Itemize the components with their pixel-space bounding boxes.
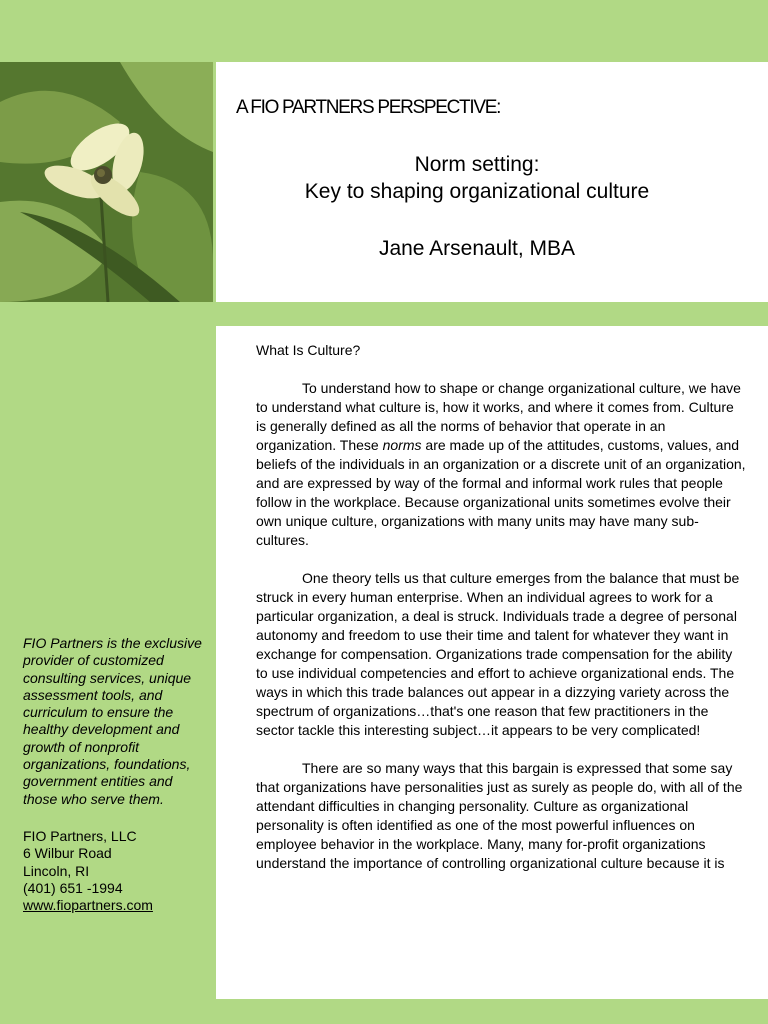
- phone-number: (401) 651 -1994: [23, 879, 123, 896]
- document-title-line1: Norm setting:: [414, 153, 540, 176]
- section-heading: What Is Culture?: [256, 342, 361, 358]
- eyebrow-title: A FIO PARTNERS PERSPECTIVE:: [236, 97, 501, 118]
- flower-illustration: [0, 62, 213, 302]
- website-link[interactable]: www.fiopartners.com: [23, 897, 153, 914]
- company-tagline: FIO Partners is the exclusive provider of customized consulting services, unique assessment tools, and curriculum to ensure the healthy development and growth of nonprofit organizations, foundations, government entities and those who serve them.: [23, 635, 202, 807]
- paragraph-1: [256, 379, 746, 550]
- author-name: Jane Arsenault, MBA: [378, 237, 576, 260]
- article-panel: [216, 326, 768, 999]
- city-state: Lincoln, RI: [23, 862, 90, 879]
- contact-block: [23, 828, 203, 914]
- dogwood-flower-photo: [0, 62, 213, 302]
- document-title-line2: Key to shaping organizational culture: [304, 180, 650, 203]
- paragraph-1-part-b: are made up of the attitudes, customs, values, and beliefs of the individuals in an organization or a discrete unit of an organization, and are expressed by way of the formal and informal work rules that people follow in the workplace. Because organizational units sometimes evolve their own unique culture, organizations with many units may have many sub-cultures.: [256, 437, 746, 548]
- paragraph-3: There are so many ways that this bargain is expressed that some say that organizations have personalities just as surely as people do, with all of the attendant difficulties in changing personality. Culture as organizational personality is often identified as one of the most powerful influences on employee behavior in the workplace. Many, many for-profit organizations understand the importance of controlling organizational culture because it is: [256, 760, 743, 871]
- sidebar: [23, 635, 203, 914]
- header-panel: [216, 62, 768, 302]
- article-body: [256, 341, 746, 892]
- paragraph-2: One theory tells us that culture emerges from the balance that must be struck in every human enterprise. When an individual agrees to work for a particular organization, a deal is struck. Individuals trade a degree of personal autonomy and freedom to use their time and talent for whatever they want in exchange for compensation. Organizations trade compensation for the ability to use individual competencies and effort to achieve organizational ends. The ways in which this trade balances out appear in a dizzying variety across the spectrum of organizations…that's one reason that few practitioners in the sector tackle this interesting subject…it appears to be very complicated!: [256, 570, 740, 738]
- norms-emphasis: norms: [382, 437, 422, 453]
- street-address: 6 Wilbur Road: [23, 845, 112, 862]
- company-name: FIO Partners, LLC: [23, 827, 137, 844]
- paragraph-1-part-a: To understand how to shape or change organizational culture, we have to understand what culture is, how it works, and where it comes from. Culture is generally defined as all the norms of behavior that operate in an organization. These: [256, 380, 741, 453]
